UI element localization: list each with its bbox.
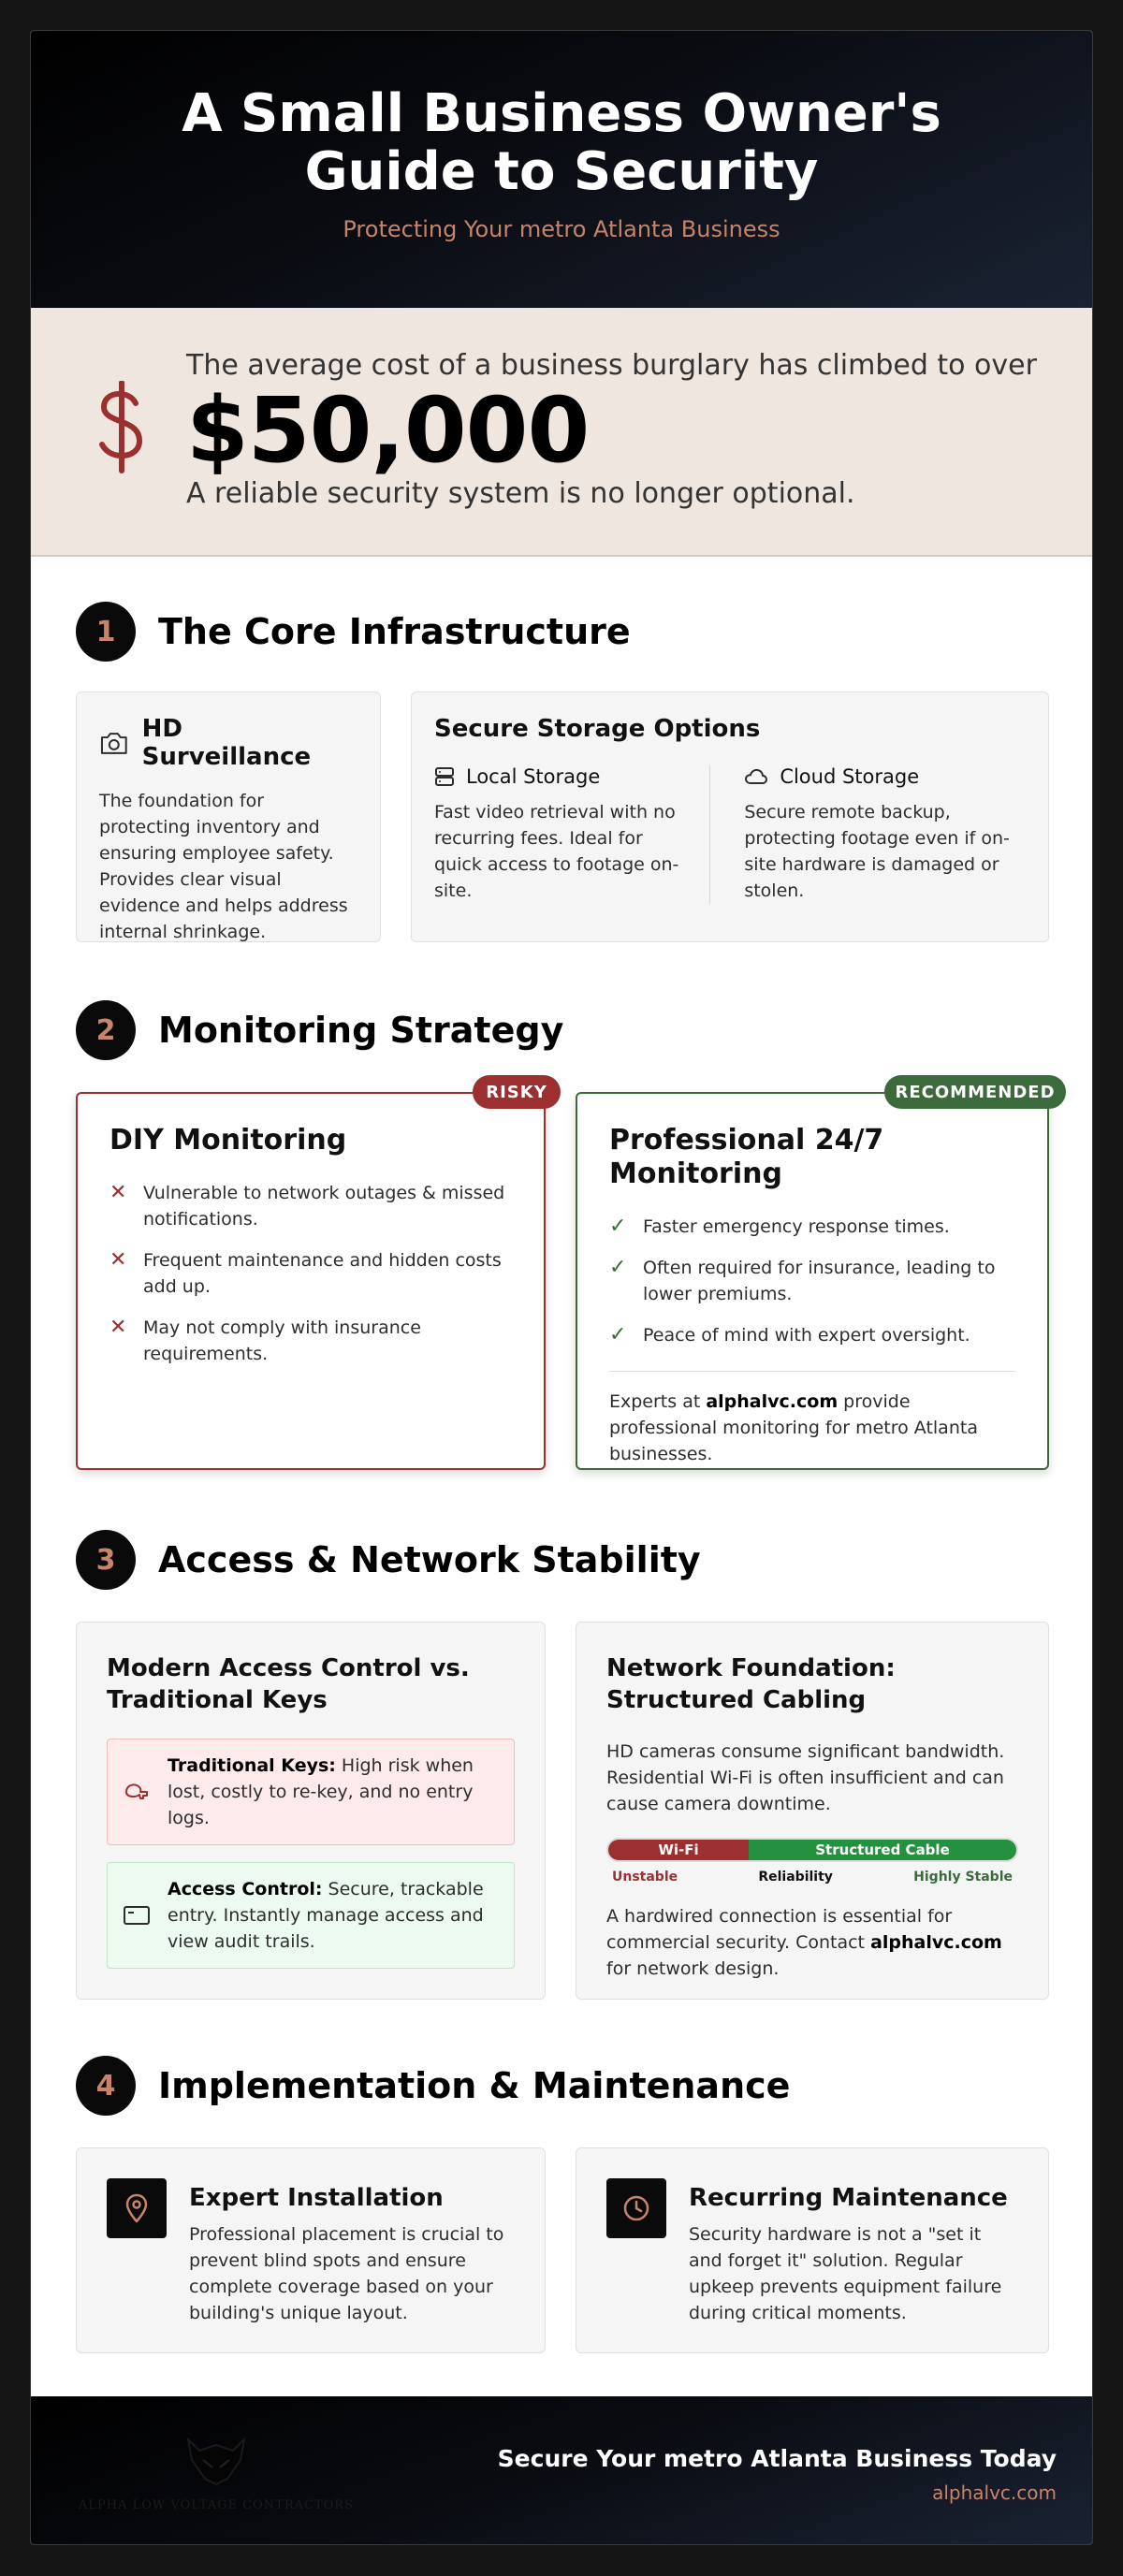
section-number: 2 (76, 1000, 136, 1060)
surveillance-title: HD Surveillance (141, 715, 312, 771)
diy-monitoring-card (76, 1082, 547, 1470)
x-icon: ✕ (109, 1181, 127, 1204)
section-number: 1 (76, 602, 136, 662)
list-item: ✕ May not comply with insurance requirements. (109, 1315, 512, 1367)
storage-card (411, 691, 1049, 942)
section-number: 3 (76, 1530, 136, 1590)
section-3-header (76, 1530, 701, 1590)
footer-url-link[interactable]: alphalvc.com (932, 2481, 1057, 2504)
traditional-keys-box: Traditional Keys: High risk when lost, costly to re-key, and no entry logs. (107, 1739, 515, 1845)
page-title: A Small Business Owner's Guide to Security (182, 83, 941, 202)
access-control-card (76, 1622, 546, 2000)
cost-banner (31, 308, 1092, 557)
network-cta: A hardwired connection is essential for commercial security. Contact alphalvc.com for network design. (606, 1906, 1002, 1979)
dollar-icon (89, 381, 154, 474)
map-pin-icon (107, 2178, 167, 2238)
risky-badge: RISKY (473, 1075, 561, 1109)
brand-link[interactable]: alphalvc.com (706, 1391, 839, 1412)
scale-mid-label: Reliability (758, 1870, 833, 1885)
clock-icon (606, 2178, 666, 2238)
surveillance-text: The foundation for protecting inventory and ensuring employee safety. Provides clear visual evidence and helps address internal shrinkage. (99, 791, 348, 942)
x-icon: ✕ (109, 1316, 127, 1339)
installation-text: Professional placement is crucial to prevent blind spots and ensure complete coverage based on your building's unique layout. (189, 2224, 504, 2323)
wifi-segment: Wi-Fi (608, 1840, 749, 1860)
brand-link[interactable]: alphalvc.com (870, 1932, 1002, 1953)
installation-card (76, 2147, 546, 2353)
section-title: Monitoring Strategy (158, 1010, 564, 1051)
list-item: ✕ Vulnerable to network outages & missed notifications. (109, 1180, 512, 1232)
cloud-storage (709, 765, 1026, 904)
maintenance-text: Security hardware is not a "set it and forget it" solution. Regular upkeep prevents equipment failure during critical moments. (689, 2224, 1002, 2323)
storage-title: Secure Storage Options (434, 715, 761, 743)
maintenance-title: Recurring Maintenance (689, 2184, 1008, 2212)
section-1-header (76, 602, 631, 662)
scale-left-label: Unstable (612, 1870, 678, 1885)
cloud-icon (744, 767, 768, 786)
check-icon: ✓ (609, 1215, 627, 1238)
local-storage-label: Local Storage (466, 765, 601, 788)
cable-segment: Structured Cable (749, 1840, 1016, 1860)
maintenance-card (576, 2147, 1049, 2353)
svg-text:ALPHA LOW VOLTAGE CONTRACTORS: ALPHA LOW VOLTAGE CONTRACTORS (79, 2498, 354, 2512)
hero-header (31, 31, 1092, 308)
section-title: Access & Network Stability (158, 1539, 701, 1580)
pro-monitoring-card (576, 1082, 1056, 1470)
cost-intro: The average cost of a business burglary has climbed to over (186, 349, 1037, 382)
access-control-box: Access Control: Secure, trackable entry. Instantly manage access and view audit trails. (107, 1862, 515, 1969)
network-title: Network Foundation: Structured Cabling (606, 1654, 896, 1714)
pro-title: Professional 24/7 Monitoring (609, 1124, 884, 1190)
network-card (576, 1622, 1049, 2000)
local-storage-text: Fast video retrieval with no recurring fees. Ideal for quick access to footage on-site. (434, 802, 679, 901)
x-icon: ✕ (109, 1248, 127, 1272)
page-subtitle: Protecting Your metro Atlanta Business (343, 216, 780, 242)
section-title: The Core Infrastructure (158, 611, 631, 652)
diy-title: DIY Monitoring (109, 1124, 347, 1157)
installation-title: Expert Installation (189, 2184, 444, 2212)
access-title: Modern Access Control vs. Traditional Keys (107, 1654, 470, 1714)
reliability-scale (606, 1870, 1018, 1885)
section-4-header (76, 2056, 790, 2116)
surveillance-card (76, 691, 381, 942)
scale-right-label: Highly Stable (913, 1870, 1013, 1885)
check-icon: ✓ (609, 1256, 627, 1279)
id-card-icon (123, 1902, 151, 1928)
server-icon (434, 766, 455, 787)
section-title: Implementation & Maintenance (158, 2065, 791, 2106)
reliability-bar (606, 1838, 1018, 1862)
section-number: 4 (76, 2056, 136, 2116)
camera-icon (99, 730, 129, 756)
cloud-storage-text: Secure remote backup, protecting footage even if on-site hardware is damaged or stolen. (744, 802, 1010, 901)
check-icon: ✓ (609, 1323, 627, 1346)
list-item: ✕ Frequent maintenance and hidden costs add up. (109, 1247, 512, 1300)
diy-list (109, 1180, 512, 1367)
infographic-page (30, 30, 1093, 2545)
cloud-storage-label: Cloud Storage (780, 765, 920, 788)
company-logo (66, 2432, 366, 2516)
key-icon (123, 1779, 151, 1805)
pro-note: Experts at alphalvc.com provide professional monitoring for metro Atlanta businesses. (609, 1371, 1015, 1467)
local-storage (434, 765, 709, 904)
pro-list (609, 1214, 1015, 1348)
cost-amount: $50,000 (186, 378, 590, 483)
cost-conclusion: A reliable security system is no longer optional. (186, 477, 855, 510)
recommended-badge: RECOMMENDED (884, 1075, 1066, 1109)
section-2-header (76, 1000, 563, 1060)
footer-cta: Secure Your metro Atlanta Business Today (497, 2445, 1057, 2472)
list-item: ✓ Peace of mind with expert oversight. (609, 1323, 970, 1346)
list-item: ✓ Often required for insurance, leading to lower premiums. (609, 1255, 1015, 1307)
footer (31, 2396, 1093, 2544)
list-item: ✓ Faster emergency response times. (609, 1215, 950, 1238)
network-text: HD cameras consume significant bandwidth. Residential Wi-Fi is often insufficient and can cause camera downtime. (606, 1741, 1005, 1814)
